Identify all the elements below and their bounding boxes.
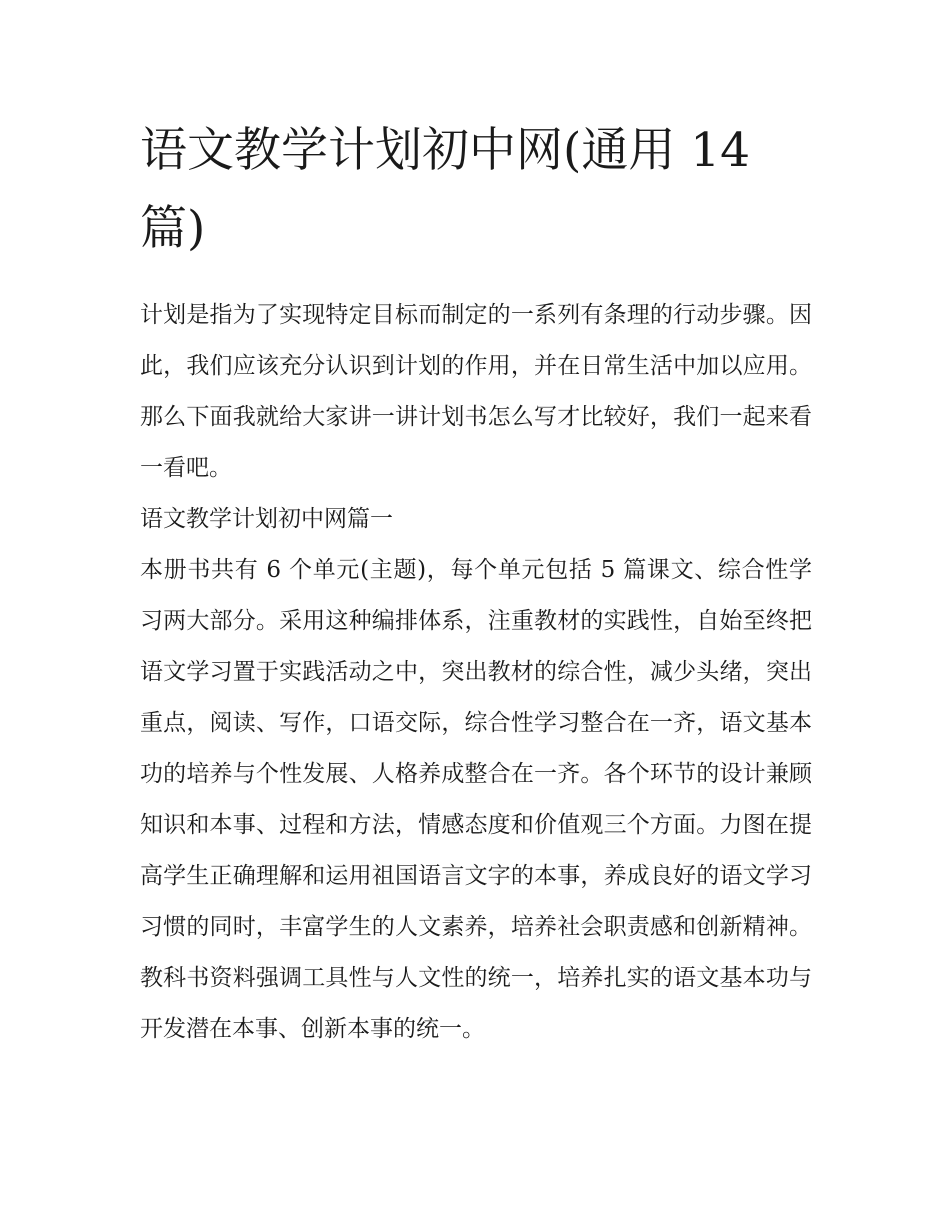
intro-paragraph: 计划是指为了实现特定目标而制定的一系列有条理的行动步骤。因此，我们应该充分认识到计划的作用，并在日常生活中加以应用。那么下面我就给大家讲一讲计划书怎么写才比较好，我们一起来看一看吧。 xyxy=(140,302,812,481)
section-paragraph: 本册书共有 6 个单元(主题)，每个单元包括 5 篇课文、综合性学习两大部分。采用这种编排体系，注重教材的实践性，自始至终把语文学习置于实践活动之中，突出教材的综合性，减少头绪，突出重点，阅读、写作，口语交际，综合性学习整合在一齐，语文基本功的培养与个性发展、人格养成整合在一齐。各个环节的设计兼顾知识和本事、过程和方法，情感态度和价值观三个方面。力图在提高学生正确理解和运用祖国语言文字的本事，养成良好的语文学习习惯的同时，丰富学生的人文素养，培养社会职责感和创新精神。教科书资料强调工具性与人文性的统一，培养扎实的语文基本功与开发潜在本事、创新本事的统一。 xyxy=(140,557,812,1042)
document-page xyxy=(140,112,812,1055)
document-title: 语文教学计划初中网(通用 14 篇) xyxy=(140,123,751,256)
section-heading: 语文教学计划初中网篇一 xyxy=(140,506,393,532)
